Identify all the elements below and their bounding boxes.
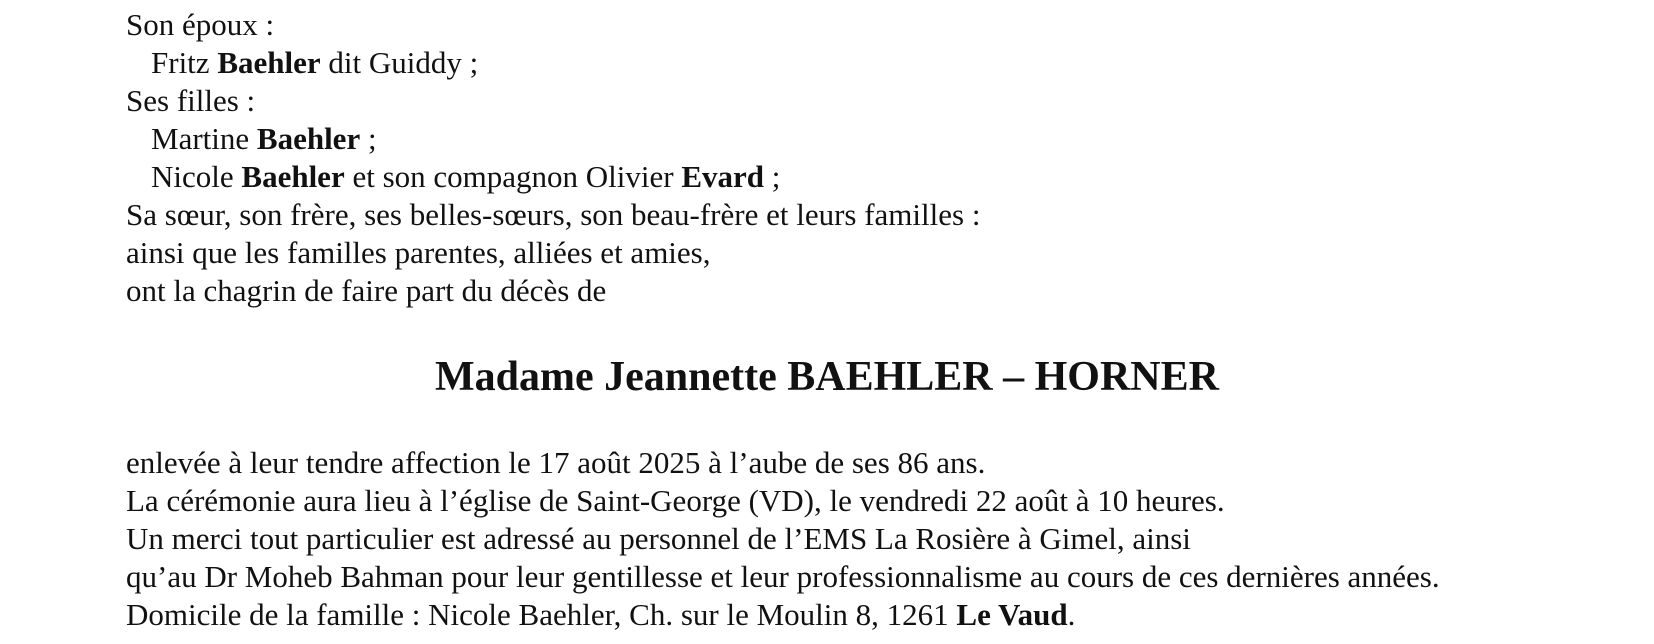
domicile-line — [126, 596, 1440, 634]
domicile-address: Domicile de la famille : Nicole Baehler, Ch. sur le Moulin 8, 1261 — [126, 597, 949, 632]
daughter-suffix: ; — [771, 159, 781, 194]
thanks-line: Un merci tout particulier est adressé au personnel de l’EMS La Rosière à Gimel, ainsi — [126, 521, 1191, 556]
death-date-line: enlevée à leur tendre affection le 17 août 2025 à l’aube de ses 86 ans. — [126, 445, 986, 480]
domicile-end: . — [1067, 597, 1076, 632]
domicile-place: Le Vaud — [956, 597, 1068, 632]
deceased-name: Madame Jeannette BAEHLER – HORNER — [435, 354, 1219, 400]
daughters-heading: Ses filles : — [126, 83, 256, 118]
thanks-line: qu’au Dr Moheb Bahman pour leur gentillesse et leur professionnalisme au cours de ces dernières années. — [126, 559, 1440, 594]
spouse-line — [126, 44, 980, 82]
daughter-surname: Baehler — [256, 121, 361, 156]
partner-text: et son compagnon Olivier — [352, 159, 674, 194]
daughter-first-name: Nicole — [151, 159, 234, 194]
ceremony-line: La cérémonie aura lieu à l’église de Saint-George (VD), le vendredi 22 août à 10 heures. — [126, 483, 1225, 518]
partner-surname: Evard — [681, 159, 765, 194]
announcement-line: ont la chagrin de faire part du décès de — [126, 273, 607, 308]
daughter-first-name: Martine — [151, 121, 250, 156]
spouse-nickname: dit Guiddy ; — [328, 45, 479, 80]
family-list — [126, 6, 980, 310]
details-block — [126, 444, 1440, 634]
spouse-first-name: Fritz — [151, 45, 210, 80]
daughter-surname: Baehler — [241, 159, 345, 194]
spouse-heading: Son époux : — [126, 7, 275, 42]
relatives-line: ainsi que les familles parentes, alliées et amies, — [126, 235, 711, 270]
daughter-line — [126, 158, 980, 196]
daughter-suffix: ; — [367, 121, 377, 156]
siblings-line: Sa sœur, son frère, ses belles-sœurs, son beau-frère et leurs familles : — [126, 197, 981, 232]
daughter-line — [126, 120, 980, 158]
spouse-surname: Baehler — [217, 45, 321, 80]
